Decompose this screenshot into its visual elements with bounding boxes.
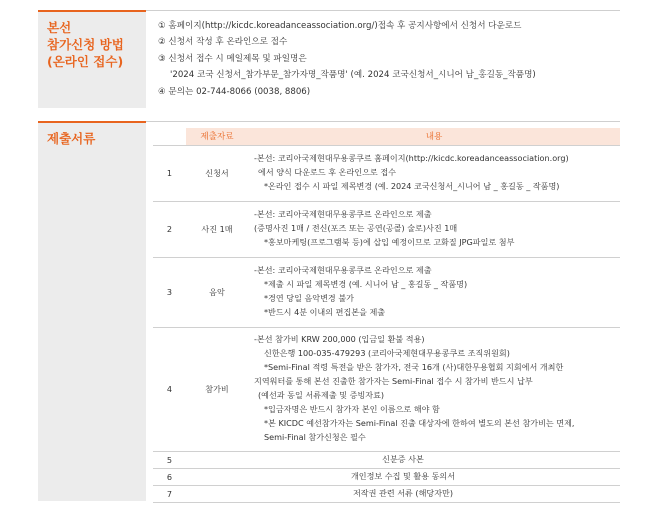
documents-table (153, 128, 620, 503)
instruction-line: ④ 문의는 02-744-8066 (0038, 8806) (158, 86, 311, 97)
description-line: (증명사진 1매 / 전신(포즈 또는 공연(공콜) 술로)사진 1매 (254, 223, 458, 234)
description-line: Semi-Final 참가신청은 필수 (264, 431, 366, 442)
description-line: 지역워터를 통해 본선 진출한 참가자는 Semi-Final 접수 시 참가비 반드시 납부 (254, 376, 533, 387)
description-line: *입금자명은 반드시 참가자 본인 이름으로 해야 함 (264, 403, 440, 414)
table-row (153, 327, 620, 451)
description-line: 신한은행 100-035-479293 (코리아국제현대무용콩쿠르 조직위원회) (264, 348, 510, 359)
instruction-line: ③ 신청서 접수 시 메일제목 및 파일명은 (158, 53, 307, 64)
header-content: 내용 (248, 128, 620, 145)
table-row (153, 468, 620, 485)
row-description (248, 327, 620, 451)
section1-top-rule (146, 10, 620, 11)
row-description: 개인정보 수집 및 활용 동의서 (186, 468, 620, 485)
row-item: 신청서 (186, 145, 248, 201)
row-number: 3 (153, 257, 186, 327)
table-header-row (153, 128, 620, 145)
table-row (153, 145, 620, 201)
header-number (153, 128, 186, 145)
row-item: 음악 (186, 257, 248, 327)
section2-title-text: 제출서류 (47, 131, 96, 146)
instruction-line: ② 신청서 작성 후 온라인으로 접수 (158, 37, 288, 48)
description-line: (예선과 동일 서류제출 및 증빙자료) (258, 390, 385, 400)
table-row (153, 451, 620, 468)
description-line: 에서 양식 다운로드 후 온라인으로 접수 (258, 167, 396, 178)
description-line: -본선: 코리아국제현대무용콩쿠르 홈페이지(http://kicdc.koreadanceassociation.org) (254, 153, 569, 164)
description-line: *Semi-Final 적령 특전을 받은 참가자, 전국 16개 (사)대한무용협회 지회에서 개최한 (264, 362, 564, 373)
description-line: *제출 시 파일 제목변경 (예. 시니어 남 _ 홍길동 _ 작품명) (264, 279, 468, 290)
row-description (248, 257, 620, 327)
row-item: 참가비 (186, 327, 248, 451)
row-number: 7 (153, 485, 186, 502)
description-line: -본선: 코리아국제현대무용콩쿠르 온라인으로 제출 (254, 209, 432, 220)
description-line: -본선 참가비 KRW 200,000 (입금일 환불 적용) (254, 334, 425, 345)
section1-instructions (158, 18, 628, 100)
section1-title (38, 10, 146, 108)
row-number: 6 (153, 468, 186, 485)
description-line: -본선: 코리아국제현대무용콩쿠르 온라인으로 제출 (254, 265, 432, 276)
description-line: *반드시 4분 이내의 편집본을 제출 (264, 306, 386, 317)
row-description: 저작권 관련 서류 (해당자만) (186, 485, 620, 502)
description-line: *본 KICDC 예선참가자는 Semi-Final 진출 대상자에 한하여 별도의 본선 참가비는 면제, (264, 417, 575, 428)
description-line: *온라인 접수 시 파일 제목변경 (예. 2024 코국신청서_시니어 남 _ 홍길동 _ 작품명) (264, 180, 560, 191)
table-row (153, 201, 620, 257)
section1-title-line: 참가신청 방법 (47, 37, 124, 52)
table-row (153, 257, 620, 327)
section2-top-rule (146, 121, 620, 122)
row-number: 4 (153, 327, 186, 451)
row-number: 1 (153, 145, 186, 201)
row-description: 신분증 사본 (186, 451, 620, 468)
section1-title-line: (온라인 접수) (47, 54, 124, 69)
header-item: 제출자료 (186, 128, 248, 145)
table-row (153, 485, 620, 502)
row-description (248, 201, 620, 257)
description-line: *홍보마케팅(프로그램북 등)에 삽입 예정이므로 고화질 JPG파일로 첨부 (264, 236, 515, 247)
row-description (248, 145, 620, 201)
row-number: 2 (153, 201, 186, 257)
row-item: 사진 1매 (186, 201, 248, 257)
section1-title-line: 본선 (47, 20, 72, 35)
instruction-line: '2024 코국 신청서_참가부문_참가자명_작품명' (예. 2024 코국신청서_시니어 남_홍길동_작품명) (170, 70, 536, 81)
instruction-line: ① 홈페이지(http://kicdc.koreadanceassociation.org/)접속 후 공지사항에서 신청서 다운로드 (158, 21, 522, 31)
description-line: *경연 당일 음악변경 불가 (264, 293, 354, 303)
section2-title (38, 121, 146, 501)
row-number: 5 (153, 451, 186, 468)
